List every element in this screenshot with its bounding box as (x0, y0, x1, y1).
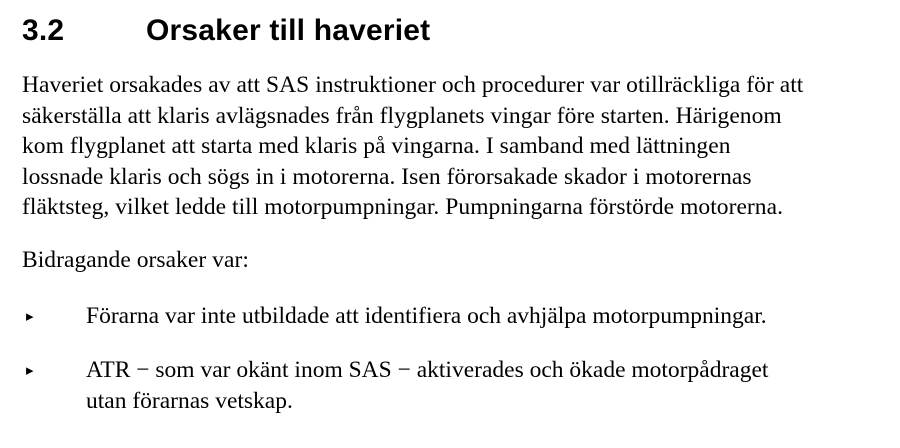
paragraph-line: lossnade klaris och sögs in i motorerna. Isen förorsakade skador i motorernas (22, 163, 752, 190)
paragraph-line: säkerställa att klaris avlägsnades från flygplanets vingar före starten. Härigenom (22, 102, 782, 129)
section-number: 3.2 (22, 14, 65, 47)
list-spacer (22, 275, 854, 301)
triangle-right-bullet-icon: ▸ (26, 309, 34, 325)
paragraph-line: Bidragande orsaker var: (22, 246, 249, 273)
paragraph-line: kom flygplanet att starta med klaris på vingarna. I samband med lättningen (22, 133, 731, 159)
list-item-line: Förarna var inte utbildade att identifiera och avhjälpa motorpumpningar. (86, 303, 767, 329)
list-item (22, 355, 854, 416)
paragraph-line: Haveriet orsakades av att SAS instruktioner och procedurer var otillräckliga för att (22, 72, 804, 98)
paragraph-causes (22, 70, 854, 223)
list-item-line: utan förarnas vetskap. (86, 387, 293, 414)
triangle-right-bullet-icon: ▸ (26, 363, 34, 379)
list-item-text (86, 301, 854, 332)
paragraph-spacer (22, 223, 854, 245)
list-item (22, 301, 854, 333)
list-item-text (86, 355, 854, 416)
paragraph-line: fläktsteg, vilket ledde till motorpumpningar. Pumpningarna förstörde motorerna. (22, 194, 784, 220)
contributing-causes-list (22, 301, 854, 416)
paragraph-contributing-intro (22, 245, 854, 276)
list-item-line: ATR − som var okänt inom SAS − aktiverades och ökade motorpådraget (86, 357, 769, 383)
section-heading (22, 14, 854, 48)
section-title: Orsaker till haveriet (146, 14, 431, 47)
